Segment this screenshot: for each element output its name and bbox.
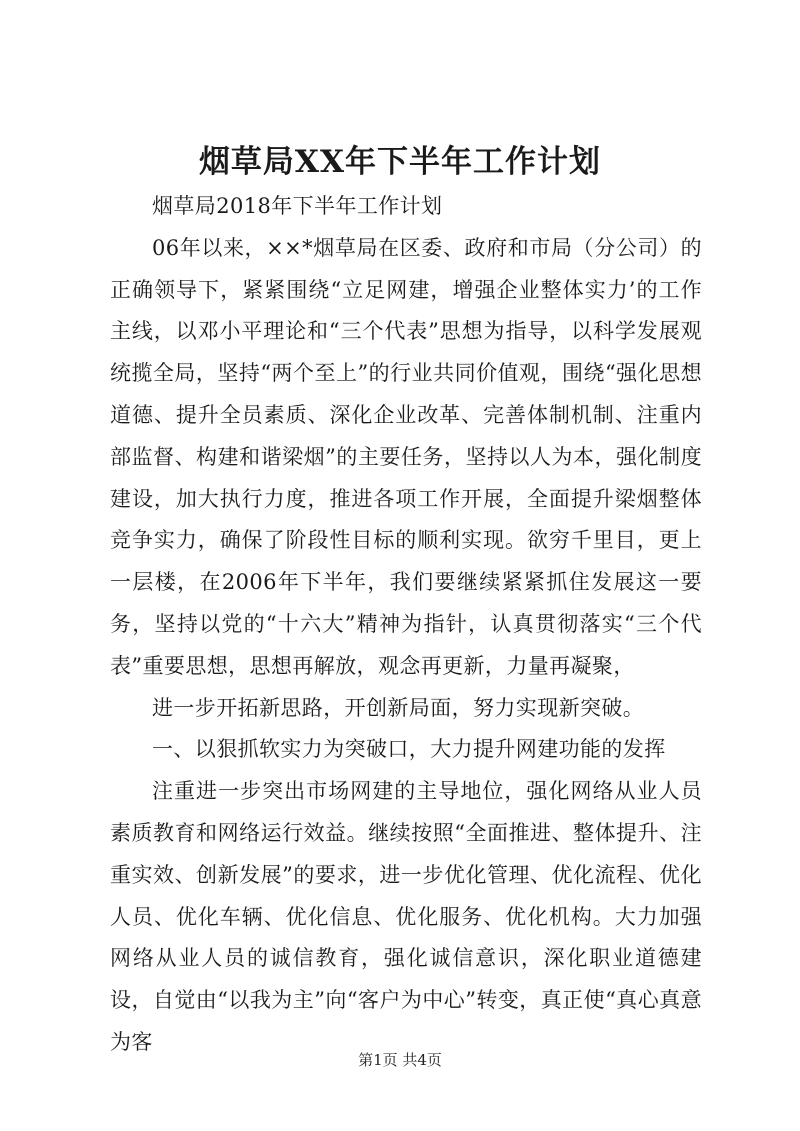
paragraph-network: 注重进一步突出市场网建的主导地位，强化网络从业人员素质教育和网络运行效益。继续按照“全面推进、整体提升、注重实效、创新发展”的要求，进一步优化管理、优化流程、优化人员、优化车辆、优化信息、优化服务、优化机构。大力加强网络从业人员的诚信教育，强化诚信意识，深化职业道德建设，自觉由“以我为主”向“客户为中心”转变，真正使“真心真意为客 xyxy=(110,779,702,1054)
document-title: 烟草局XX年下半年工作计划 xyxy=(198,144,602,180)
page-footer: 第1页 共4页 xyxy=(358,1051,442,1069)
paragraph-intro: 06年以来，××*烟草局在区委、政府和市局（分公司）的正确领导下，紧紧围绕“立足网建，增强企业整体实力’的工作主线，以邓小平理论和“三个代表”思想为指导，以科学发展观统揽全局，坚持“两个至上”的行业共同价值观，围绕“强化思想道德、提升全员素质、深化企业改革、完善体制机制、注重内部监督、构建和谐梁烟”的主要任务，坚持以人为本，强化制度建设，加大执行力度，推进各项工作开展，全面提升梁烟整体竞争实力，确保了阶段性目标的顺利实现。欲穷千里目，更上一层楼，在2006年下半年，我们要继续紧紧抓住发展这一要务，坚持以党的“十六大”精神为指针，认真贯彻落实“三个代表”重要思想，思想再解放，观念再更新，力量再凝聚， xyxy=(110,235,702,678)
section-heading-1: 一、以狠抓软实力为突破口，大力提升网建功能的发挥 xyxy=(152,737,666,762)
paragraph-subtitle: 烟草局2018年下半年工作计划 xyxy=(152,194,443,218)
paragraph-breakthrough: 进一步开拓新思路，开创新局面，努力实现新突破。 xyxy=(152,695,645,720)
document-body xyxy=(110,186,702,1064)
